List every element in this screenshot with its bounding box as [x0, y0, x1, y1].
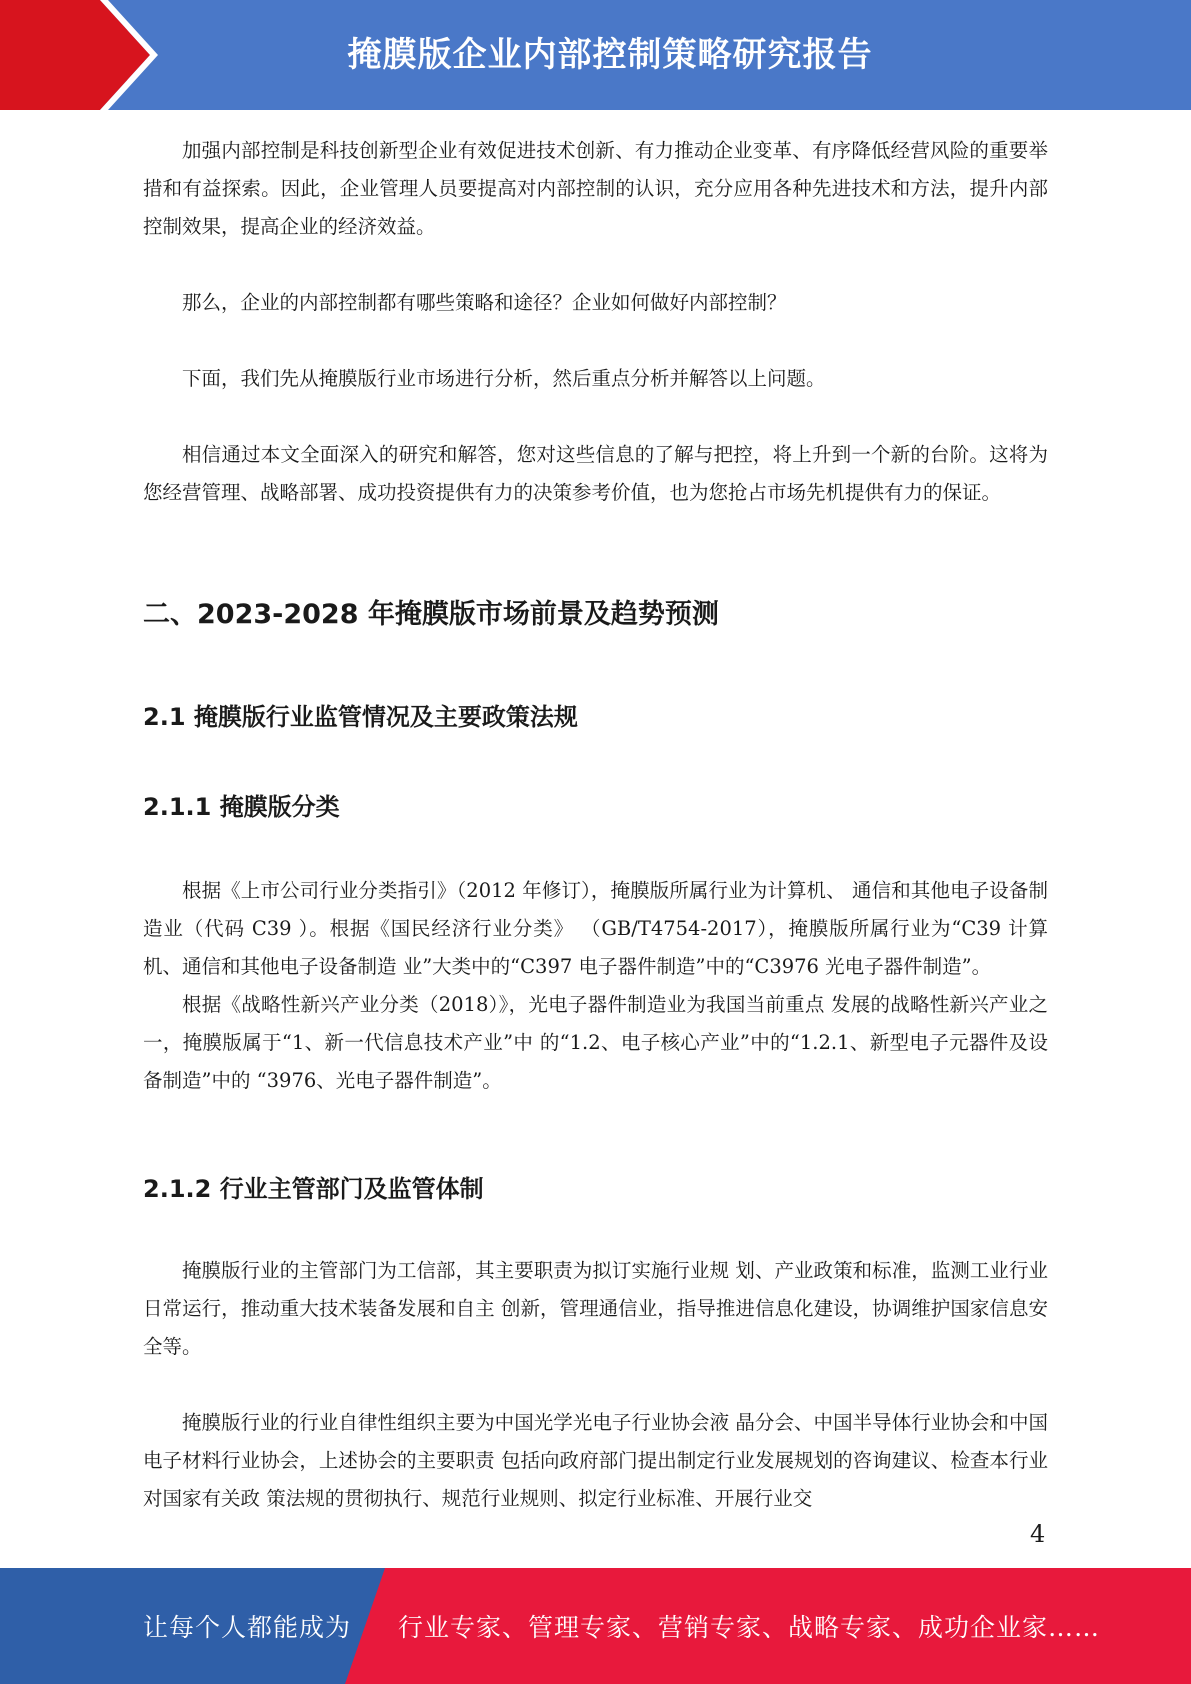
footer-slogan-right: 行业专家、管理专家、营销专家、战略专家、成功企业家……	[398, 1613, 1101, 1642]
page-footer	[0, 1568, 1191, 1684]
intro-paragraph-3: 下面，我们先从掩膜版行业市场进行分析，然后重点分析并解答以上问题。	[182, 367, 826, 390]
classification-paragraph-1: 根据《上市公司行业分类指引》（2012 年修订），掩膜版所属行业为计算机、 通信和其他电子设备制造业（代码 C39 ）。根据《国民经济行业分类》 （GB/T4754-2017），掩膜版所属行业为“C39 计算机、通信和其他电子设备制造 业”大类中的“C397 电子器件制造”中的“C3976 光电子器件制造”。	[143, 879, 1048, 978]
intro-paragraph-1: 加强内部控制是科技创新型企业有效促进技术创新、有力推动企业变革、有序降低经营风险的重要举措和有益探索。因此，企业管理人员要提高对内部控制的认识，充分应用各种先进技术和方法，提升内部控制效果，提高企业的经济效益。	[143, 139, 1048, 238]
report-title: 掩膜版企业内部控制策略研究报告	[347, 35, 873, 75]
regulator-paragraph-1: 掩膜版行业的主管部门为工信部，其主要职责为拟订实施行业规 划、产业政策和标准，监测工业行业日常运行，推动重大技术装备发展和自主 创新，管理通信业，指导推进信息化建设，协调维护国家信息安全等。	[143, 1259, 1048, 1358]
intro-paragraph-4: 相信通过本文全面深入的研究和解答，您对这些信息的了解与把控，将上升到一个新的台阶。这将为您经营管理、战略部署、成功投资提供有力的决策参考价值，也为您抢占市场先机提供有力的保证。	[143, 443, 1048, 504]
page-number: 4	[1030, 1520, 1046, 1548]
classification-paragraph-2: 根据《战略性新兴产业分类（2018）》，光电子器件制造业为我国当前重点 发展的战略性新兴产业之一，掩膜版属于“1、新一代信息技术产业”中 的“1.2、电子核心产业”中的“1.2.1、新型电子元器件及设备制造”中的 “3976、光电子器件制造”。	[143, 993, 1048, 1092]
subsection-heading-2-1-2: 2.1.2 行业主管部门及监管体制	[143, 1175, 484, 1203]
intro-paragraph-2: 那么，企业的内部控制都有哪些策略和途径？企业如何做好内部控制？	[182, 291, 787, 314]
regulator-paragraph-2: 掩膜版行业的行业自律性组织主要为中国光学光电子行业协会液 晶分会、中国半导体行业协会和中国电子材料行业协会，上述协会的主要职责 包括向政府部门提出制定行业发展规划的咨询建议、检查本行业对国家有关政 策法规的贯彻执行、规范行业规则、拟定行业标准、开展行业交	[143, 1411, 1048, 1510]
header-arrow-decoration	[0, 0, 160, 110]
footer-slogan-left: 让每个人都能成为	[143, 1613, 352, 1642]
subsection-heading-2-1-1: 2.1.1 掩膜版分类	[143, 793, 340, 821]
page-header	[0, 0, 1191, 110]
section-heading: 二、2023-2028 年掩膜版市场前景及趋势预测	[143, 599, 719, 630]
subsection-heading-2-1: 2.1 掩膜版行业监管情况及主要政策法规	[143, 703, 578, 731]
